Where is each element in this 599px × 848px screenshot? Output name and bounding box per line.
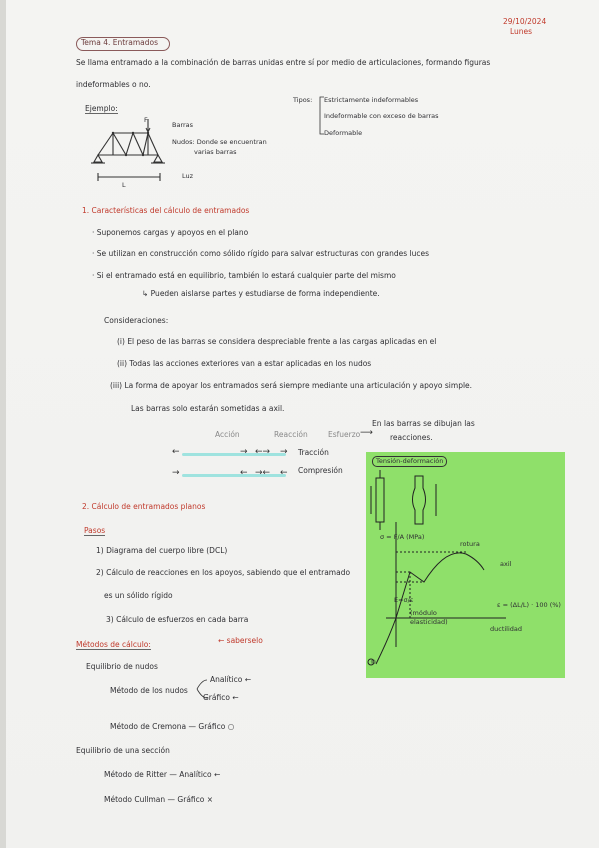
sticky-ductilidad: ductilidad (490, 625, 523, 633)
consideracion-3: (iii) La forma de apoyar los entramados será siempre mediante una articulación y apoyo simple. (110, 381, 473, 390)
metodos-label: Métodos de cálculo: (76, 640, 151, 649)
sticky-modulo-1: (módulo (410, 609, 437, 617)
consideraciones-label: Consideraciones: (104, 316, 169, 325)
side-note-2: reacciones. (390, 433, 433, 442)
s1-bullet-3-cont: ↳ Pueden aislarse partes y estudiarse de forma independiente. (142, 289, 380, 298)
label-nudos-1: Nudos: Donde se encuentran (172, 138, 267, 146)
s1-bullet-1: · Suponemos cargas y apoyos en el plano (92, 228, 249, 237)
label-F: F (144, 116, 148, 124)
equilibrio-nudos: Equilibrio de nudos (86, 662, 158, 671)
stress-strain-sketch (366, 452, 565, 678)
compresion-arrow-mid: ← (240, 468, 248, 478)
nudos-grafico: Gráfico ← (203, 693, 239, 702)
equilibrio-seccion: Equilibrio de una sección (76, 746, 170, 755)
intro-line2: indeformables o no. (76, 80, 151, 89)
sticky-epsilon: ε = (ΔL/L) · 100 (%) (497, 601, 561, 609)
label-nudos-2: varias barras (194, 148, 237, 156)
tipos-item-2: Indeformable con exceso de barras (324, 112, 439, 120)
section1-heading: 1. Características del cálculo de entramados (82, 206, 250, 215)
nudos-analitico: Analítico ← (210, 675, 252, 684)
s1-bullet-2-text: Se utilizan en construcción como sólido rígido para salvar estructuras con grandes luces (96, 249, 430, 258)
metodos-note: ← saberselo (218, 636, 263, 645)
paso-2-cont: es un sólido rígido (104, 591, 173, 600)
side-note-1: En las barras se dibujan las (372, 419, 475, 428)
sticky-axil: axil (500, 560, 512, 568)
sticky-copyright: © (370, 658, 377, 666)
s1-bullet-2: · Se utilizan en construcción como sólido rígido para salvar estructuras con grandes luces (92, 249, 430, 258)
paso-2: 2) Cálculo de reacciones en los apoyos, sabiendo que el entramado (96, 568, 351, 577)
traccion-arrow-left: ← (172, 447, 180, 457)
page-title: Tema 4. Entramados (81, 38, 159, 47)
section2-heading: 2. Cálculo de entramados planos (82, 502, 206, 511)
consideraciones-note: Las barras solo estarán sometidas a axil. (131, 404, 285, 413)
sticky-E: E=σ/ε (394, 596, 414, 604)
side-note-arrow: ⟶ (360, 428, 373, 438)
tipos-item-3: Deformable (324, 129, 363, 137)
intro-line1: Se llama entramado a la combinación de barras unidas entre sí por medio de articulaciones, formando figuras (76, 58, 491, 67)
label-barras: Barras (172, 121, 194, 129)
page-edge (0, 0, 6, 848)
sticky-rotura: rotura (460, 540, 480, 548)
traccion-arrow-mid2: ←→ (255, 447, 271, 457)
table-header-accion: Acción (215, 430, 240, 439)
compresion-arrow-right: ← (280, 468, 288, 478)
metodo-cremona: Método de Cremona — Gráfico ○ (110, 722, 235, 731)
traccion-bar (182, 453, 286, 456)
metodo-ritter: Método de Ritter — Analítico ← (104, 770, 221, 779)
metodo-culmann: Método Cullman — Gráfico × (104, 795, 214, 804)
table-header-reaccion: Reacción (274, 430, 308, 439)
tipos-item-1: Estrictamente indeformables (324, 96, 419, 104)
s1-bullet-3: · Si el entramado está en equilibrio, también lo estará cualquier parte del mismo (92, 271, 396, 280)
compresion-arrow-mid2: →← (255, 468, 271, 478)
pasos-label: Pasos (84, 526, 106, 535)
s1-bullet-1-text: Suponemos cargas y apoyos en el plano (96, 228, 249, 237)
metodo-nudos: Método de los nudos (110, 686, 188, 695)
row-compresion: Compresión (298, 466, 343, 475)
sticky-modulo-2: elasticidad) (410, 618, 448, 626)
example-label: Ejemplo: (85, 104, 118, 113)
sticky-sigma: σ = F/A (MPa) (380, 533, 425, 541)
label-L: L (122, 181, 126, 189)
traccion-arrow-right: → (280, 447, 288, 457)
date-line1: 29/10/2024 (503, 17, 547, 26)
traccion-arrow-mid: → (240, 447, 248, 457)
consideracion-2: (ii) Todas las acciones exteriores van a estar aplicadas en los nudos (117, 359, 372, 368)
sticky-title: Tensión-deformación (372, 456, 447, 467)
date-line2: Lunes (510, 27, 533, 36)
compresion-arrow-left: → (172, 468, 180, 478)
s1-bullet-3-text: Si el entramado está en equilibrio, también lo estará cualquier parte del mismo (96, 271, 396, 280)
tipos-label: Tipos: (293, 96, 313, 104)
compresion-bar (182, 474, 286, 477)
row-traccion: Tracción (298, 448, 329, 457)
paso-1: 1) Diagrama del cuerpo libre (DCL) (96, 546, 228, 555)
paso-3: 3) Cálculo de esfuerzos en cada barra (106, 615, 249, 624)
consideracion-1: (i) El peso de las barras se considera despreciable frente a las cargas aplicadas en el (117, 337, 437, 346)
label-luz: Luz (182, 172, 194, 180)
table-header-esfuerzo: Esfuerzo (328, 430, 361, 439)
